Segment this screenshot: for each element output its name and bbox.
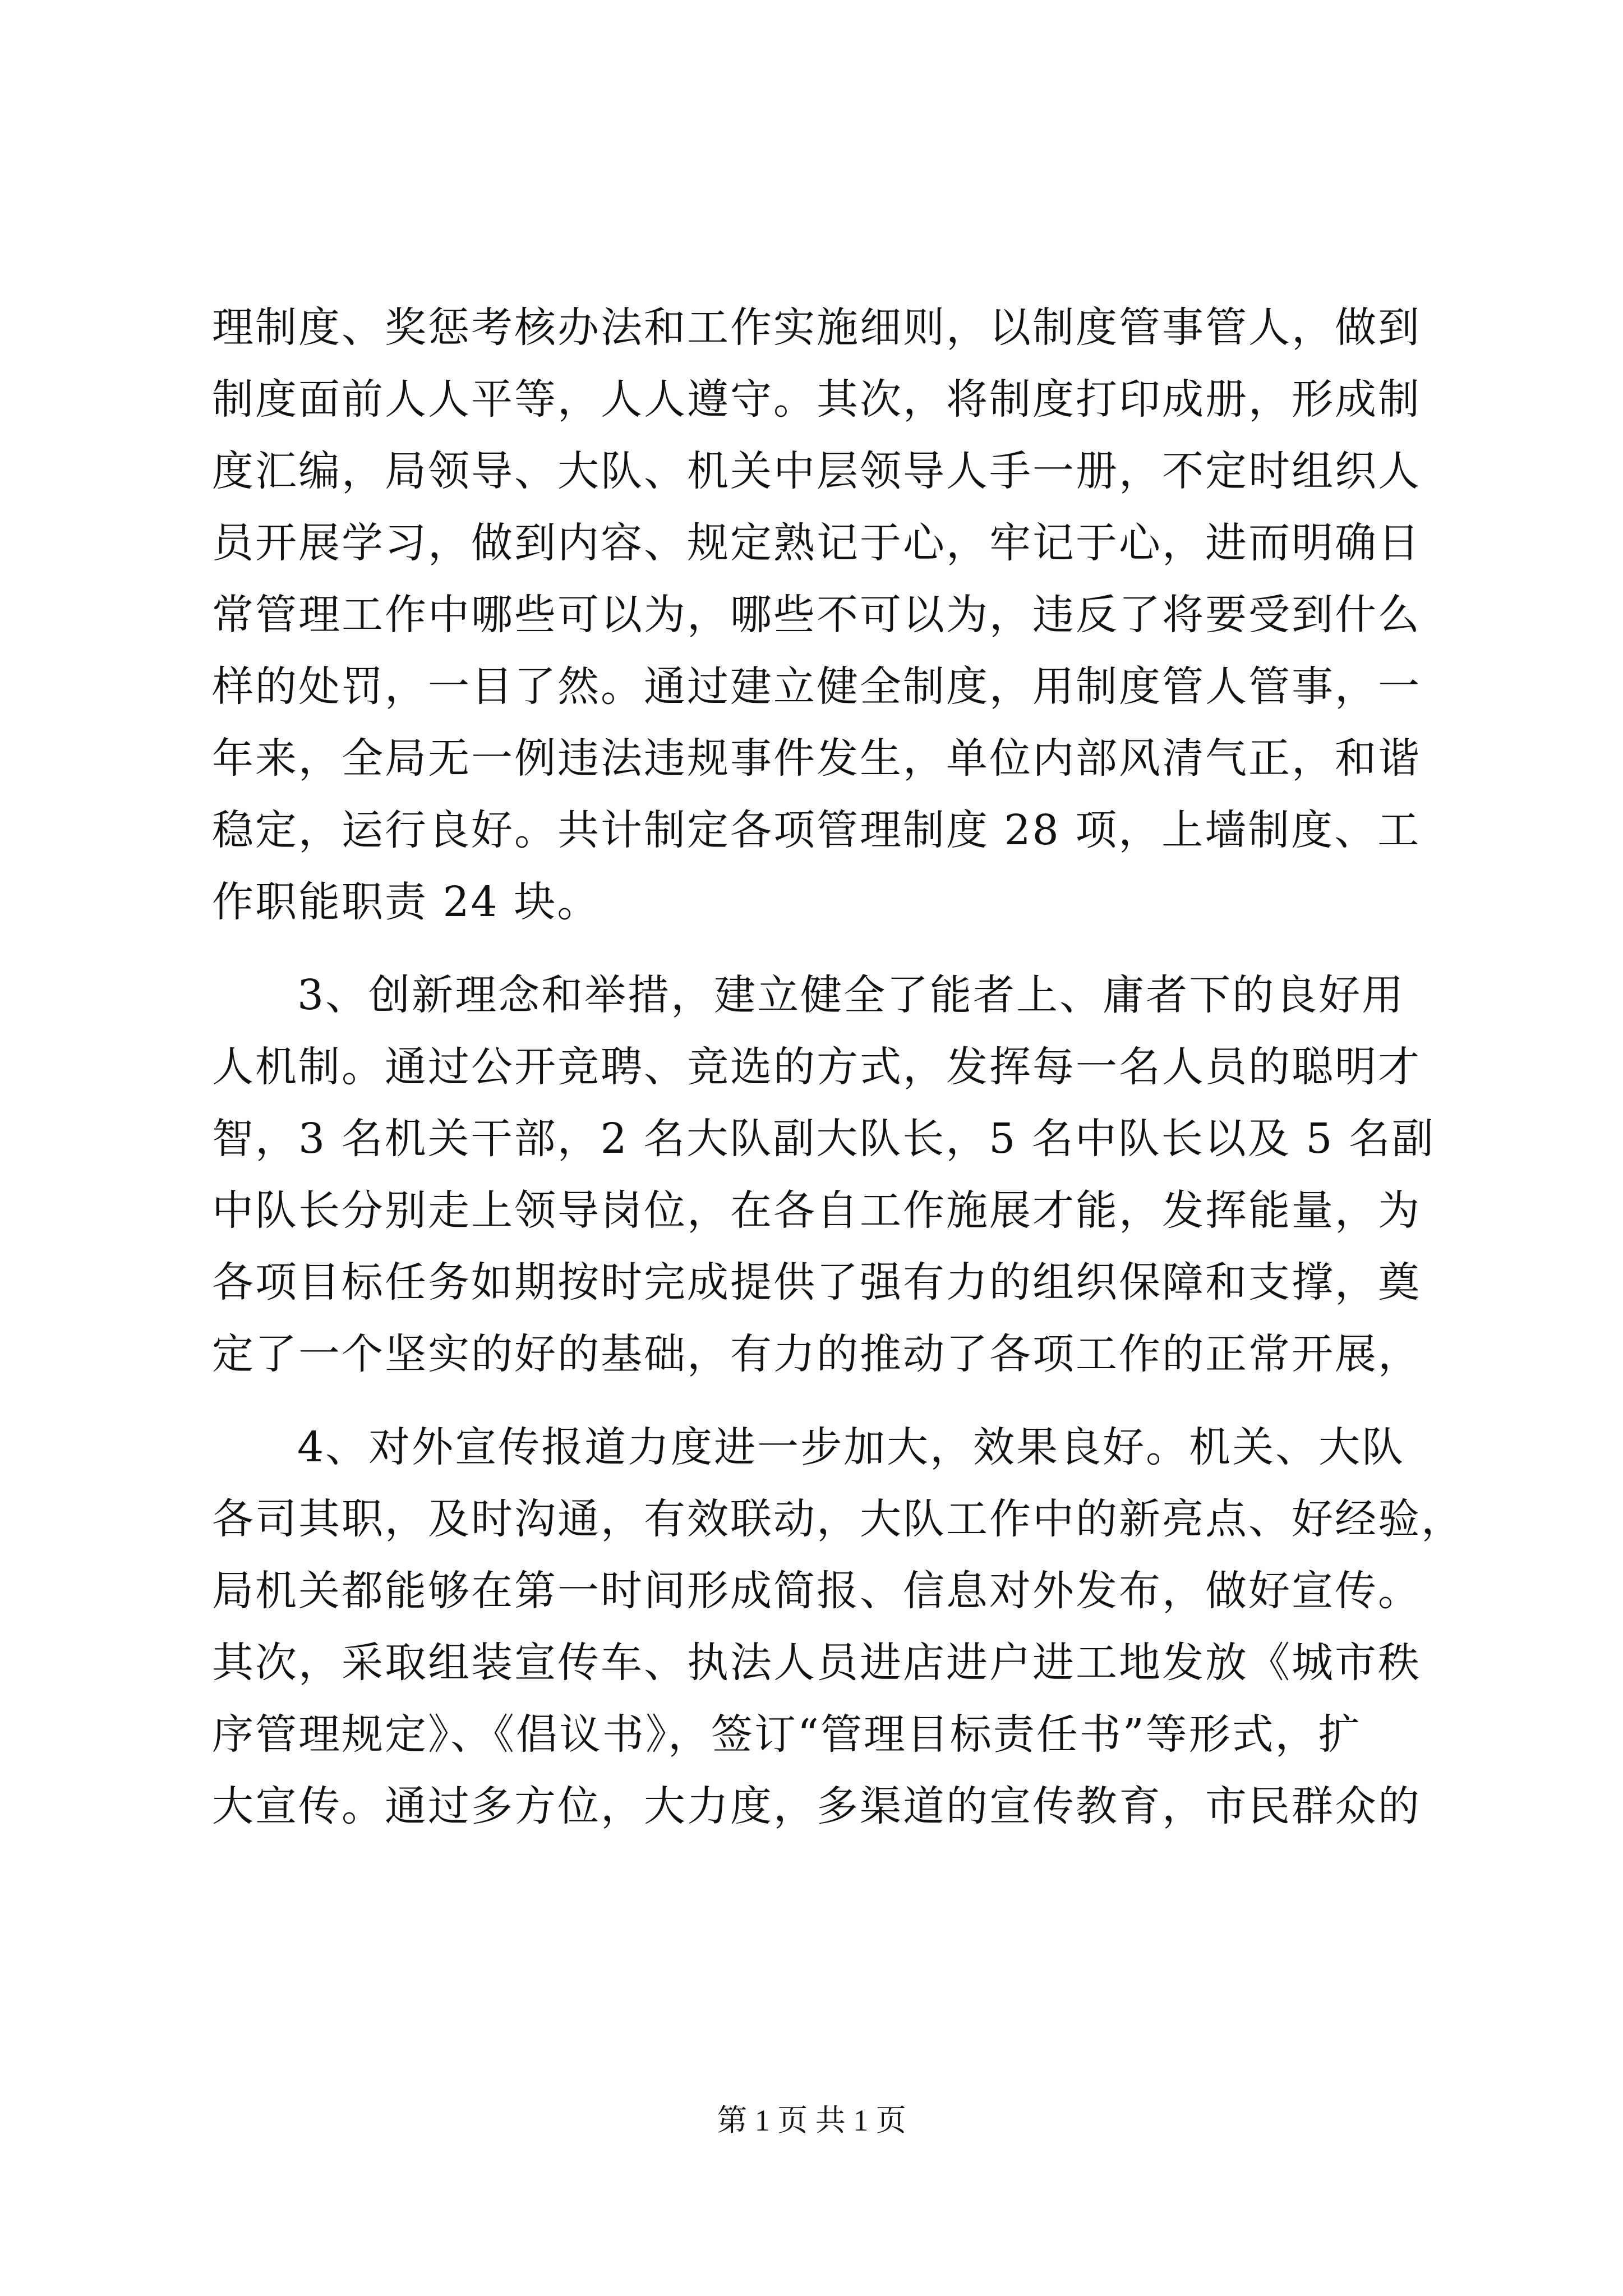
text-line: 局机关都能够在第一时间形成简报、信息对外发布，做好宣传。 (212, 1567, 1421, 1615)
text-line: 样的处罚，一目了然。通过建立健全制度，用制度管人管事，一 (212, 662, 1421, 711)
text-line: 其次，采取组装宣传车、执法人员进店进户进工地发放《城市秩 (212, 1639, 1421, 1687)
text-line: 4、对外宣传报道力度进一步加大，效果良好。机关、大队 (297, 1423, 1405, 1471)
text-line: 人机制。通过公开竞聘、竞选的方式，发挥每一名人员的聪明才 (212, 1043, 1421, 1091)
text-line: 员开展学习，做到内容、规定熟记于心，牢记于心，进而明确日 (212, 519, 1421, 567)
text-line: 中队长分别走上领导岗位，在各自工作施展才能，发挥能量，为 (212, 1186, 1421, 1235)
paragraph (212, 959, 1435, 1390)
text-line: 智，3 名机关干部，2 名大队副大队长，5 名中队长以及 5 名副 (212, 1115, 1435, 1163)
text-line: 作职能职责 24 块。 (212, 878, 601, 926)
text-line: 定了一个坚实的好的基础，有力的推动了各项工作的正常开展， (212, 1330, 1421, 1378)
paragraph (212, 1411, 1464, 1842)
document-body (212, 292, 1464, 1842)
paragraph-spacing (212, 1390, 1423, 1411)
text-line: 3、创新理念和举措，建立健全了能者上、庸者下的良好用 (297, 971, 1405, 1019)
text-line: 制度面前人人平等，人人遵守。其次，将制度打印成册，形成制 (212, 375, 1421, 424)
text-line: 稳定，运行良好。共计制定各项管理制度 28 项，上墙制度、工 (212, 806, 1421, 854)
paragraph-spacing (212, 938, 1423, 959)
paragraph (212, 292, 1423, 938)
page-number-footer: 第 1 页 共 1 页 (717, 2104, 906, 2137)
text-line: 理制度、奖惩考核办法和工作实施细则，以制度管事管人，做到 (212, 303, 1421, 352)
text-line: 序管理规定》、《倡议书》，签订“管理目标责任书”等形式，扩 (212, 1710, 1362, 1759)
text-line: 年来，全局无一例违法违规事件发生，单位内部风清气正，和谐 (212, 734, 1421, 783)
text-line: 大宣传。通过多方位，大力度，多渠道的宣传教育，市民群众的 (212, 1782, 1421, 1830)
text-line: 各司其职，及时沟通，有效联动，大队工作中的新亮点、好经验， (212, 1495, 1464, 1543)
text-line: 度汇编，局领导、大队、机关中层领导人手一册，不定时组织人 (212, 447, 1421, 495)
text-line: 各项目标任务如期按时完成提供了强有力的组织保障和支撑，奠 (212, 1258, 1421, 1306)
text-line: 常管理工作中哪些可以为，哪些不可以为，违反了将要受到什么 (212, 591, 1421, 639)
